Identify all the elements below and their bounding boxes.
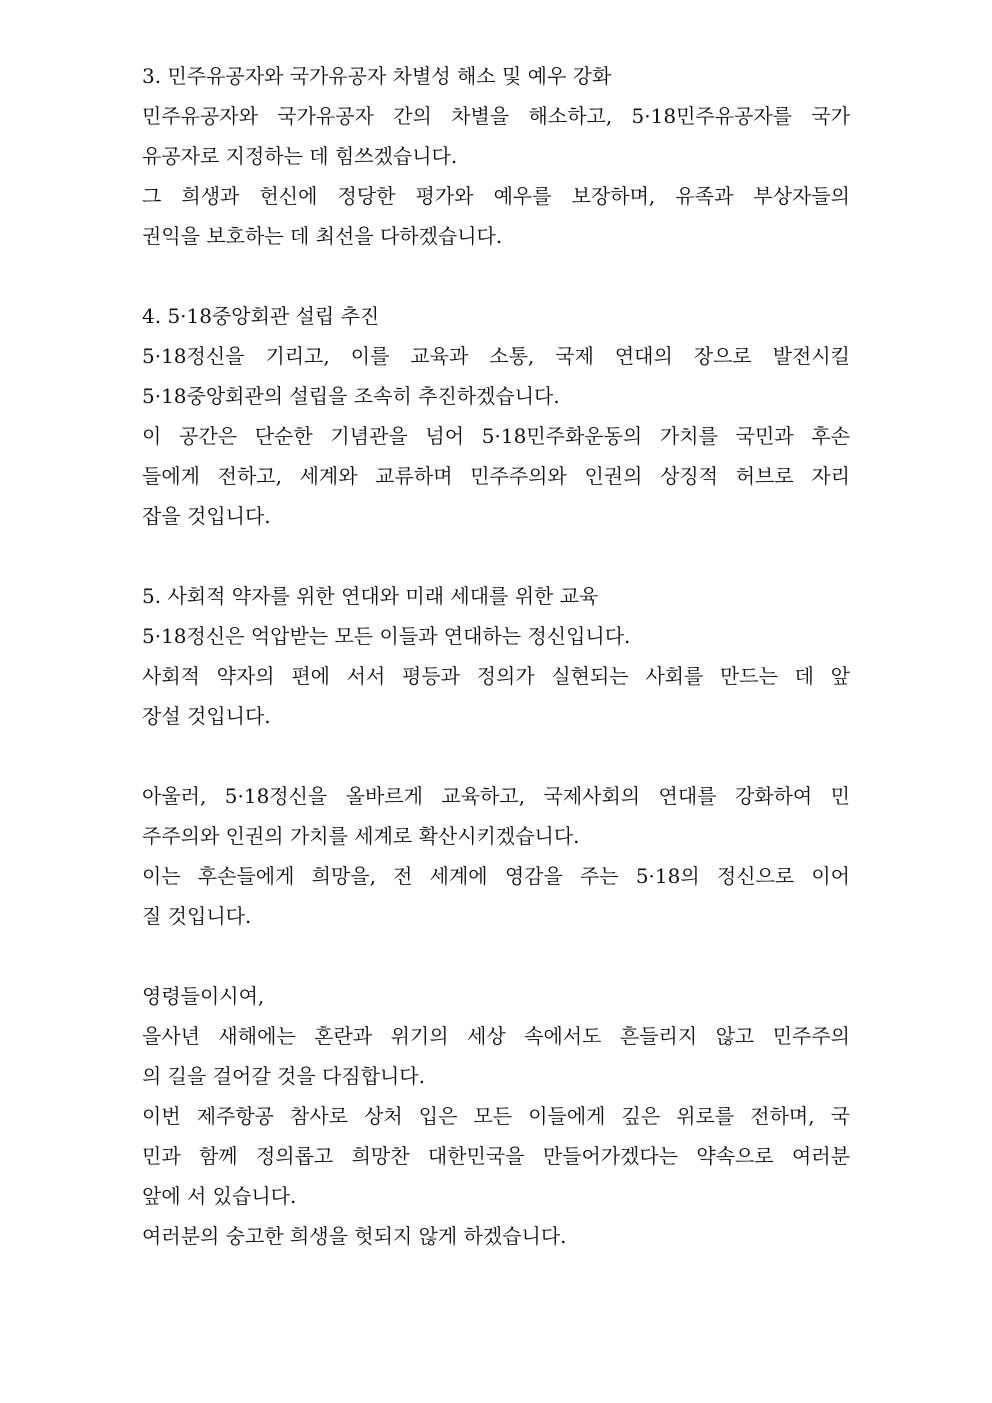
paragraph-line: 민주유공자와 국가유공자 간의 차별을 해소하고, 5·18민주유공자를 국가 [142, 104, 850, 128]
paragraph-line: 주주의와 인권의 가치를 세계로 확산시키겠습니다. [142, 824, 580, 848]
section-4 [142, 296, 850, 536]
paragraph-furthermore [142, 776, 850, 936]
paragraph-line: 질 것입니다. [142, 904, 252, 928]
paragraph-line: 장설 것입니다. [142, 704, 271, 728]
paragraph-line: 영령들이시여, [142, 984, 265, 1008]
paragraph-gap [142, 256, 850, 296]
section-3 [142, 56, 850, 256]
paragraph-line: 을사년 새해에는 혼란과 위기의 세상 속에서도 흔들리지 않고 민주주의 [142, 1024, 850, 1048]
paragraph-line: 여러분의 숭고한 희생을 헛되지 않게 하겠습니다. [142, 1224, 567, 1248]
section-5 [142, 576, 850, 736]
paragraph-gap [142, 736, 850, 776]
paragraph-line: 이 공간은 단순한 기념관을 넘어 5·18민주화운동의 가치를 국민과 후손 [142, 424, 850, 448]
paragraph-line: 민과 함께 정의롭고 희망찬 대한민국을 만들어가겠다는 약속으로 여러분 [142, 1144, 850, 1168]
document-page [142, 56, 850, 1256]
paragraph-line: 이는 후손들에게 희망을, 전 세계에 영감을 주는 5·18의 정신으로 이어 [142, 864, 850, 888]
paragraph-line: 권익을 보호하는 데 최선을 다하겠습니다. [142, 224, 503, 248]
section-heading: 4. 5·18중앙회관 설립 추진 [142, 304, 380, 328]
paragraph-line: 5·18중앙회관의 설립을 조속히 추진하겠습니다. [142, 384, 560, 408]
paragraph-line: 잡을 것입니다. [142, 504, 271, 528]
paragraph-line: 이번 제주항공 참사로 상처 입은 모든 이들에게 깊은 위로를 전하며, 국 [142, 1104, 850, 1128]
paragraph-line: 앞에 서 있습니다. [142, 1184, 297, 1208]
paragraph-line: 유공자로 지정하는 데 힘쓰겠습니다. [142, 144, 458, 168]
paragraph-closing [142, 976, 850, 1256]
section-heading: 5. 사회적 약자를 위한 연대와 미래 세대를 위한 교육 [142, 584, 599, 608]
paragraph-gap [142, 536, 850, 576]
paragraph-line: 아울러, 5·18정신을 올바르게 교육하고, 국제사회의 연대를 강화하여 민 [142, 784, 850, 808]
paragraph-line: 그 희생과 헌신에 정당한 평가와 예우를 보장하며, 유족과 부상자들의 [142, 184, 850, 208]
paragraph-line: 의 길을 걸어갈 것을 다짐합니다. [142, 1064, 425, 1088]
section-heading: 3. 민주유공자와 국가유공자 차별성 해소 및 예우 강화 [142, 64, 612, 88]
paragraph-line: 사회적 약자의 편에 서서 평등과 정의가 실현되는 사회를 만드는 데 앞 [142, 664, 850, 688]
paragraph-line: 5·18정신을 기리고, 이를 교육과 소통, 국제 연대의 장으로 발전시킬 [142, 344, 850, 368]
paragraph-line: 5·18정신은 억압받는 모든 이들과 연대하는 정신입니다. [142, 624, 631, 648]
paragraph-line: 들에게 전하고, 세계와 교류하며 민주주의와 인권의 상징적 허브로 자리 [142, 464, 850, 488]
paragraph-gap [142, 936, 850, 976]
